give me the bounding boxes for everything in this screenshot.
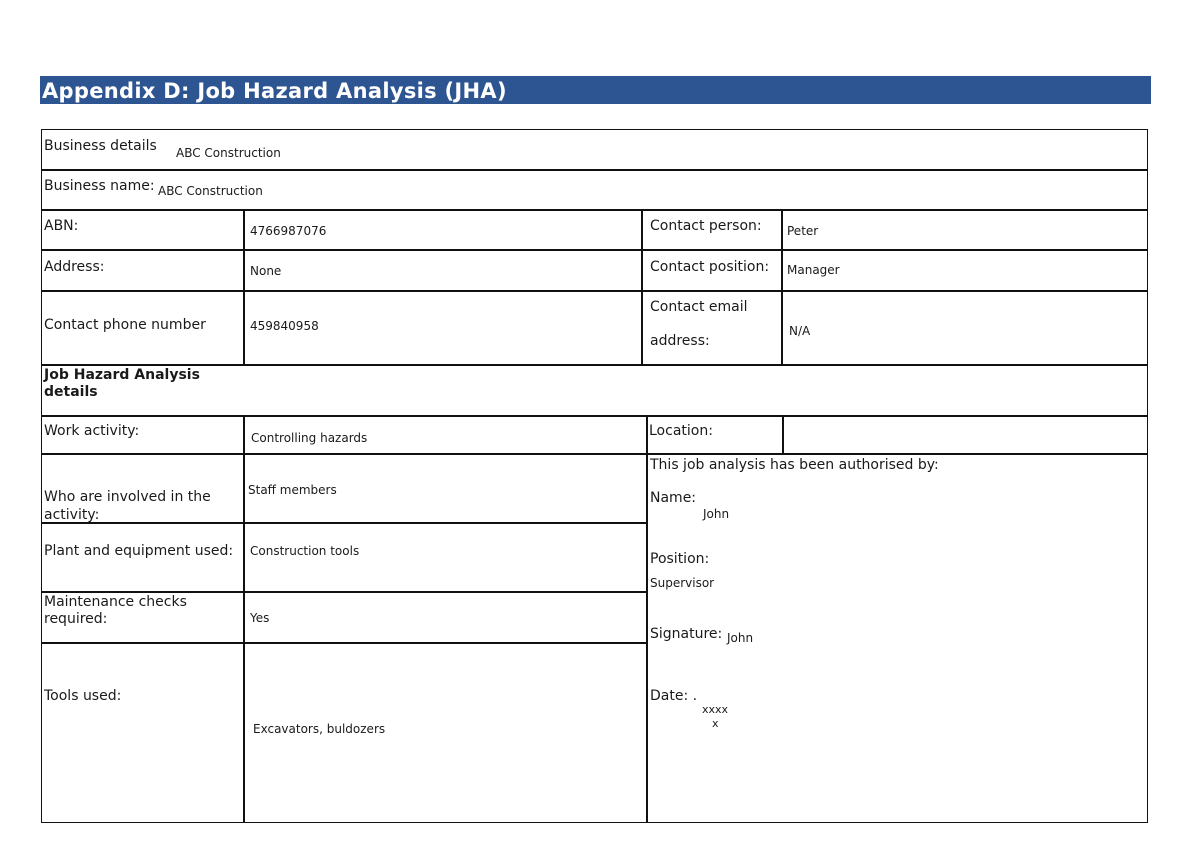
contact-position-label: Contact position:: [650, 259, 770, 275]
contact-position-value[interactable]: Manager: [787, 263, 840, 277]
auth-signature-label: Signature:: [650, 626, 723, 642]
auth-date-value-line1[interactable]: xxxx: [702, 703, 729, 716]
phone-label: Contact phone number: [44, 317, 206, 333]
auth-position-label: Position:: [650, 551, 710, 567]
maint-label-line1: Maintenance checks: [44, 594, 187, 610]
address-label: Address:: [44, 259, 105, 275]
auth-name-value[interactable]: John: [703, 507, 730, 521]
contact-person-value-cell[interactable]: [782, 210, 1148, 250]
who-label-line2: activity:: [44, 507, 100, 523]
contact-email-label-line2: address:: [650, 333, 710, 349]
authorisation-heading: This job analysis has been authorised by:: [650, 457, 939, 473]
business-name-value[interactable]: ABC Construction: [158, 184, 263, 198]
contact-person-label: Contact person:: [650, 218, 762, 234]
tools-value[interactable]: Excavators, buldozers: [253, 722, 386, 736]
abn-value[interactable]: 4766987076: [250, 224, 327, 238]
business-details-value[interactable]: ABC Construction: [176, 146, 281, 160]
jha-section-title-line1: Job Hazard Analysis: [44, 367, 200, 383]
maint-value-cell[interactable]: [244, 592, 647, 643]
auth-position-value[interactable]: Supervisor: [650, 576, 715, 590]
contact-email-value-cell[interactable]: [782, 291, 1148, 365]
maint-label-line2: required:: [44, 611, 108, 627]
jha-section-title-line2: details: [44, 384, 98, 400]
address-value[interactable]: None: [250, 264, 282, 278]
plant-value[interactable]: Construction tools: [250, 544, 360, 558]
address-value-cell[interactable]: [244, 250, 642, 291]
business-name-label: Business name:: [44, 178, 155, 194]
business-details-label: Business details: [44, 138, 157, 154]
maint-value[interactable]: Yes: [250, 611, 270, 625]
auth-date-value-line2[interactable]: x: [712, 717, 719, 730]
abn-label: ABN:: [44, 218, 79, 234]
tools-label-cell: [41, 643, 244, 823]
auth-signature-value[interactable]: John: [727, 631, 754, 645]
jha-section-row: [41, 365, 1148, 416]
auth-name-label: Name:: [650, 490, 697, 506]
plant-label: Plant and equipment used:: [44, 543, 234, 559]
who-value[interactable]: Staff members: [248, 483, 337, 497]
work-activity-label: Work activity:: [44, 423, 140, 439]
contact-person-value[interactable]: Peter: [787, 224, 819, 238]
who-label-line1: Who are involved in the: [44, 489, 211, 505]
contact-email-label-line1: Contact email: [650, 299, 748, 315]
page-title: Appendix D: Job Hazard Analysis (JHA): [40, 76, 1151, 104]
phone-value[interactable]: 459840958: [250, 319, 319, 333]
location-label: Location:: [649, 423, 713, 439]
tools-label: Tools used:: [44, 688, 122, 704]
work-activity-value[interactable]: Controlling hazards: [251, 431, 368, 445]
contact-email-value[interactable]: N/A: [789, 324, 811, 338]
auth-date-label: Date: .: [650, 688, 698, 704]
location-value-cell[interactable]: [783, 416, 1148, 454]
